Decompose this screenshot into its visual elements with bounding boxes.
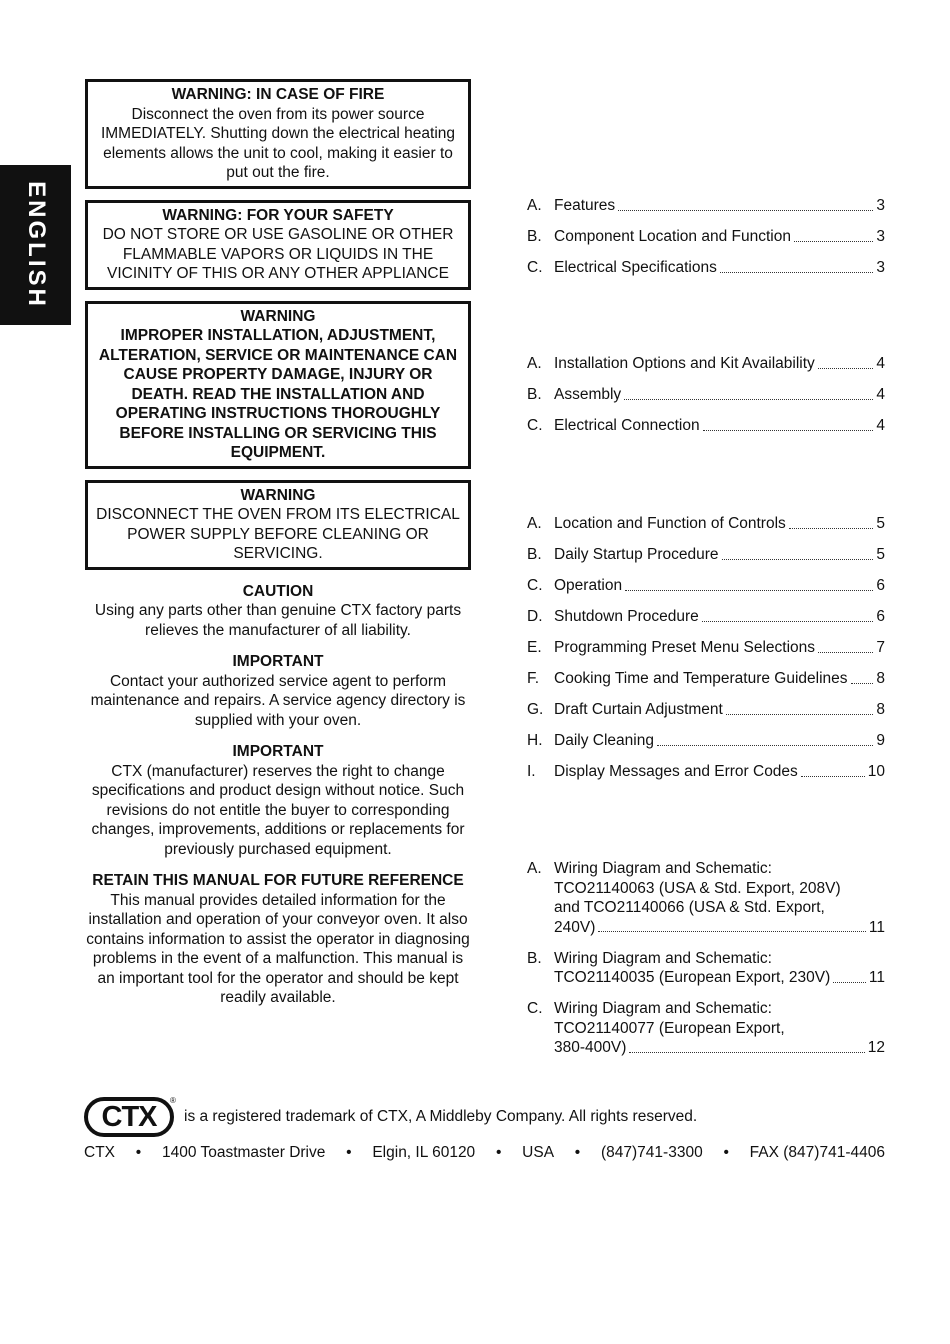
toc-letter: C. — [527, 577, 543, 594]
toc-label: Electrical Connection — [554, 417, 700, 434]
important-notice-service — [85, 652, 471, 730]
toc-letter: C. — [527, 417, 543, 434]
toc-item[interactable] — [527, 227, 885, 247]
toc-letter: C. — [527, 1000, 543, 1017]
toc-letter: F. — [527, 670, 540, 687]
warning-body: IMPROPER INSTALLATION, ADJUSTMENT, ALTERATION, SERVICE OR MAINTENANCE CAN CAUSE PROPERTY DAMAGE, INJURY OR DEATH. READ THE INSTALLATION AND OPERATING INSTRUCTIONS THOROUGHLY BEFORE INSTALLING OR SERVICING THIS EQUIPMENT. — [98, 327, 458, 461]
address-bullet: • — [346, 1144, 352, 1161]
toc-page: 6 — [876, 577, 885, 594]
toc-label: Features — [554, 197, 616, 214]
warning-title: WARNING: FOR YOUR SAFETY — [162, 206, 394, 224]
toc-item[interactable] — [527, 762, 885, 782]
toc-letter: H. — [527, 732, 543, 749]
warning-installation-box — [85, 301, 471, 469]
address-part: Elgin, IL 60120 — [372, 1144, 476, 1161]
toc-page: 3 — [876, 197, 885, 214]
toc-letter: A. — [527, 355, 542, 372]
toc-item[interactable] — [527, 859, 885, 937]
notice-body: This manual provides detailed information for the installation and operation of your conveyor oven. It also contains information to assist the operator in diagnosing problems in the event of a malfunction. This manual is an important tool for the operator and should be kept readily available. — [86, 891, 470, 1006]
important-notice-changes — [85, 742, 471, 859]
toc-item[interactable] — [527, 638, 885, 658]
toc-label-line: and TCO21140066 (USA & Std. Export, — [554, 899, 825, 916]
language-tab — [0, 165, 71, 325]
warning-fire-box — [85, 79, 471, 189]
warning-title: WARNING: IN CASE OF FIRE — [171, 86, 385, 103]
warning-title: WARNING — [240, 486, 316, 504]
toc-letter: B. — [527, 228, 542, 245]
notice-title: RETAIN THIS MANUAL FOR FUTURE REFERENCE — [92, 872, 464, 889]
toc-label: Shutdown Procedure — [554, 608, 699, 625]
toc-item[interactable] — [527, 669, 885, 689]
toc-label: Cooking Time and Temperature Guidelines — [554, 670, 848, 687]
trademark-text: is a registered trademark of CTX, A Middleby Company. All rights reserved. — [184, 1108, 698, 1125]
toc-page: 9 — [876, 732, 885, 749]
toc-label: Display Messages and Error Codes — [554, 763, 798, 780]
toc-label: Assembly — [554, 386, 622, 403]
warning-disconnect-box — [85, 480, 471, 570]
toc-item[interactable] — [527, 196, 885, 216]
language-tab-label: ENGLISH — [22, 181, 50, 309]
toc-letter: B. — [527, 386, 542, 403]
toc-label-line: Wiring Diagram and Schematic: — [554, 949, 772, 967]
address-phone: (847)741-3300 — [601, 1144, 703, 1161]
toc-label: 380-400V) — [554, 1039, 627, 1056]
toc-label: Electrical Specifications — [554, 259, 717, 276]
toc-page: 10 — [867, 763, 885, 780]
warning-body: Disconnect the oven from its power source IMMEDIATELY. Shutting down the electrical heating elements allows the unit to cool, making it easier to put out the fire. — [100, 105, 456, 181]
address-part: CTX — [84, 1144, 115, 1161]
ctx-logo — [84, 1097, 174, 1137]
toc-label: Daily Startup Procedure — [554, 546, 719, 563]
toc-label-line: TCO21140063 (USA & Std. Export, 208V) — [554, 879, 841, 897]
toc-page: 7 — [876, 639, 885, 656]
toc-label: Programming Preset Menu Selections — [554, 639, 816, 656]
caution-notice — [85, 582, 471, 641]
warnings-column — [85, 79, 471, 1008]
address-bullet: • — [723, 1144, 729, 1161]
toc-letter: A. — [527, 515, 542, 532]
toc-item[interactable] — [527, 607, 885, 627]
toc-item[interactable] — [527, 258, 885, 278]
toc-section-1 — [527, 196, 885, 289]
toc-label: Daily Cleaning — [554, 732, 654, 749]
toc-item[interactable] — [527, 514, 885, 534]
toc-letter: I. — [527, 763, 536, 780]
toc-letter: B. — [527, 949, 542, 967]
ctx-logo-text: CTX — [101, 1100, 157, 1133]
warning-body: DO NOT STORE OR USE GASOLINE OR OTHER FLAMMABLE VAPORS OR LIQUIDS IN THE VICINITY OF THIS OR ANY OTHER APPLIANCE — [102, 226, 454, 282]
toc-item[interactable] — [527, 354, 885, 374]
toc-label-line: Wiring Diagram and Schematic: — [554, 860, 772, 877]
toc-label: Location and Function of Controls — [554, 515, 786, 532]
toc-page: 5 — [876, 515, 885, 532]
toc-letter: D. — [527, 608, 543, 625]
toc-page: 3 — [876, 228, 885, 245]
toc-page: 11 — [868, 969, 885, 986]
toc-label: Draft Curtain Adjustment — [554, 701, 723, 718]
toc-item[interactable] — [527, 576, 885, 596]
notice-body: Using any parts other than genuine CTX factory parts relieves the manufacturer of all liability. — [94, 602, 462, 639]
address-bullet: • — [495, 1144, 502, 1161]
notice-title: CAUTION — [242, 582, 314, 600]
toc-item[interactable] — [527, 545, 885, 565]
company-address — [84, 1144, 885, 1162]
toc-letter: G. — [527, 701, 544, 718]
toc-label: Operation — [554, 577, 623, 594]
toc-page: 11 — [868, 918, 885, 936]
toc-page: 4 — [876, 355, 885, 372]
toc-item[interactable] — [527, 416, 885, 436]
toc-item[interactable] — [527, 999, 885, 1058]
retain-manual-notice — [85, 871, 471, 1008]
toc-page: 6 — [876, 608, 885, 625]
address-bullet: • — [135, 1144, 142, 1161]
address-fax: FAX (847)741-4406 — [749, 1144, 885, 1161]
notice-title: IMPORTANT — [232, 743, 324, 760]
notice-body: Contact your authorized service agent to perform maintenance and repairs. A service agency directory is supplied with your oven. — [90, 672, 466, 729]
toc-page: 8 — [876, 701, 885, 718]
registered-mark: ® — [170, 1096, 176, 1105]
toc-letter: B. — [527, 546, 542, 563]
toc-letter: A. — [527, 197, 542, 214]
toc-letter: A. — [527, 860, 542, 877]
toc-label: Installation Options and Kit Availability — [554, 355, 815, 372]
toc-item[interactable] — [527, 949, 885, 988]
toc-page: 4 — [876, 417, 885, 434]
toc-letter: E. — [527, 639, 542, 656]
address-part: 1400 Toastmaster Drive — [161, 1144, 326, 1161]
notice-body: CTX (manufacturer) reserves the right to change specifications and product design without notice. Such revisions do not entitle the buyer to corresponding changes, improvements, additions or replacements for previously purchased equipment. — [91, 762, 465, 858]
address-part: USA — [522, 1144, 555, 1161]
toc-page: 8 — [876, 670, 885, 687]
toc-section-3 — [527, 514, 885, 793]
toc-label-line: TCO21140077 (European Export, — [554, 1019, 785, 1037]
warning-title: WARNING — [240, 307, 316, 325]
toc-page: 3 — [876, 259, 885, 276]
toc-label: Component Location and Function — [554, 228, 791, 245]
toc-section-2 — [527, 354, 885, 447]
toc-item[interactable] — [527, 385, 885, 405]
address-bullet: • — [574, 1144, 581, 1161]
notice-title: IMPORTANT — [232, 653, 324, 670]
toc-item[interactable] — [527, 731, 885, 751]
warning-body: DISCONNECT THE OVEN FROM ITS ELECTRICAL POWER SUPPLY BEFORE CLEANING OR SERVICING. — [96, 506, 460, 562]
toc-page: 4 — [876, 386, 885, 403]
toc-page: 12 — [867, 1039, 885, 1056]
toc-section-4 — [527, 859, 885, 1069]
toc-page: 5 — [876, 546, 885, 563]
toc-item[interactable] — [527, 700, 885, 720]
toc-label-line: Wiring Diagram and Schematic: — [554, 1000, 772, 1017]
toc-letter: C. — [527, 259, 543, 276]
toc-label: 240V) — [554, 918, 596, 936]
warning-safety-box — [85, 200, 471, 290]
toc-label: TCO21140035 (European Export, 230V) — [554, 969, 831, 986]
